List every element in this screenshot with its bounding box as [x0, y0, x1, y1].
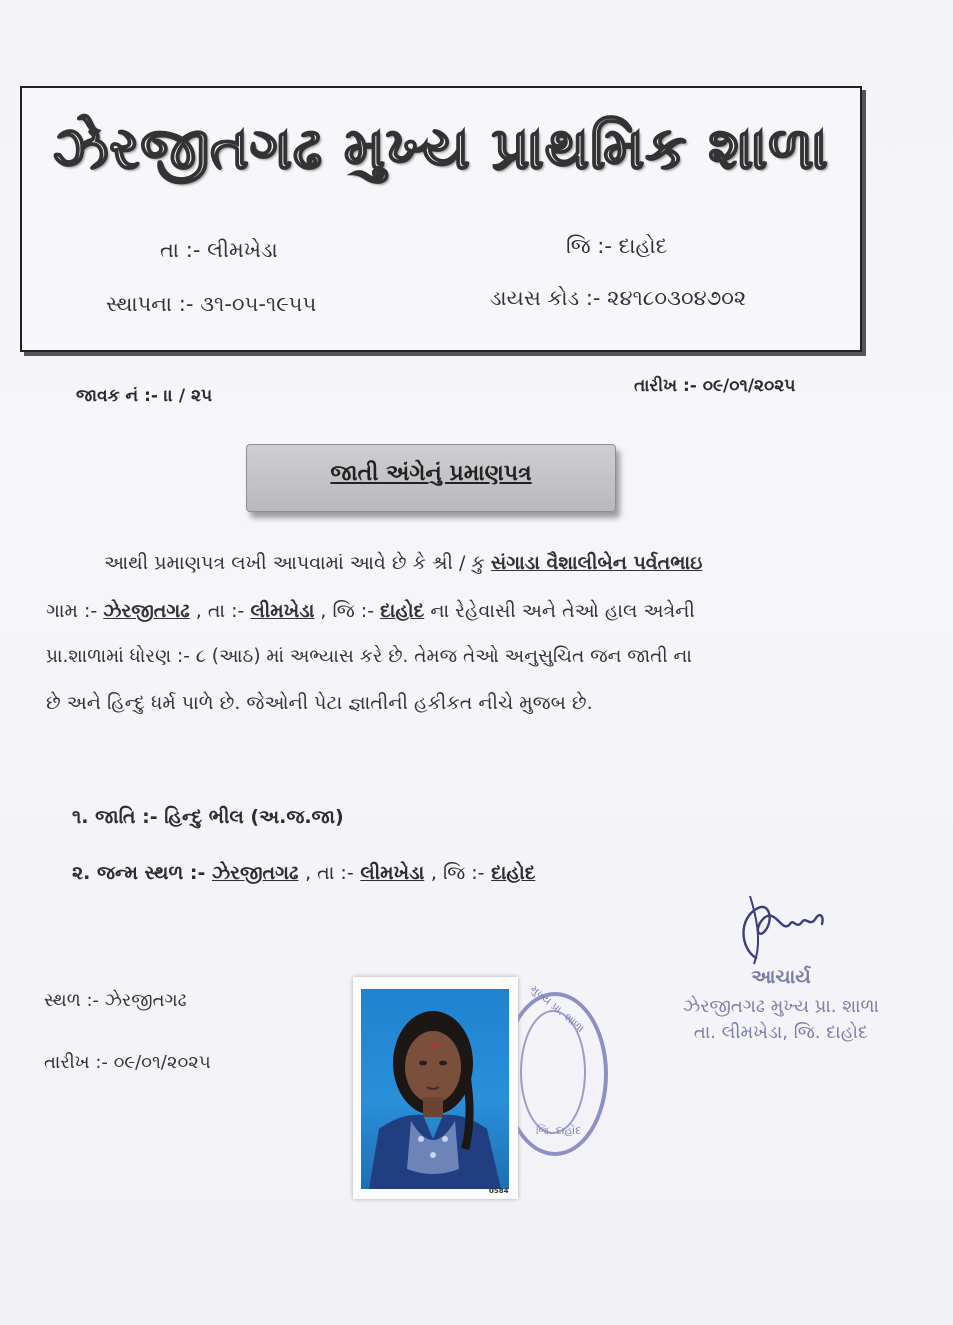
certificate-title-box	[246, 444, 616, 512]
body-line-4: છે અને હિન્દુ ધર્મ પાળે છે. જેઓની પેટા જ્ઞાતીની હકીકત નીચે મુજબ છે.	[46, 692, 593, 714]
body-line-2	[46, 600, 695, 622]
footer-date: તારીખ :- ૦૯/૦૧/૨૦૨૫	[44, 1052, 211, 1073]
header-dise-code: ડાયસ કોડ :- ૨૪૧૮૦૩૦૪૭૦૨	[490, 286, 747, 310]
principal-address: તા. લીમખેડા, જિ. દાહોદ	[693, 1022, 869, 1043]
village-value: ઝેરજીતગઢ	[103, 600, 190, 622]
birthplace-detail	[72, 862, 535, 884]
header-established: સ્થાપના :- ૩૧-૦૫-૧૯૫૫	[106, 292, 317, 316]
seal-top-text: મુખ્ય પ્રા. શાળા	[527, 982, 587, 1035]
body-line-1-prefix: આથી પ્રમાણપત્ર લખી આપવામાં આવે છે કે શ્રી / કુ	[104, 552, 485, 574]
village-label: ગામ :-	[46, 600, 98, 622]
certificate-title: જાતી અંગેનું પ્રમાણપત્ર	[330, 461, 532, 486]
seal-bottom-text: જિ. દાહોદ	[536, 1124, 582, 1137]
school-header	[20, 86, 862, 352]
student-photo-card	[353, 977, 518, 1199]
student-name: સંગાડા વૈશાલીબેન પર્વતભાઇ	[490, 552, 703, 574]
birthplace-label: ૨. જન્મ સ્થળ :-	[72, 862, 206, 884]
taluka-label: , તા :-	[195, 600, 245, 622]
body-line-2-suffix: ના રેહેવાસી અને તેઓ હાલ અત્રેની	[430, 600, 695, 622]
principal-title: આચાર્ય	[751, 966, 811, 988]
body-line-3: પ્રા.શાળામાં ધોરણ :- ૮ (આઠ) માં અભ્યાસ કરે છે. તેમજ તેઓ અનુસુચિત જન જાતી ના	[46, 646, 692, 667]
photo-serial: 0584	[489, 1187, 509, 1195]
taluka-value: લીમખેડા	[250, 600, 315, 622]
birthplace-district: દાહોદ	[491, 862, 536, 884]
header-district: જિ :- દાહોદ	[566, 234, 668, 258]
outward-number: જાવક નં :- ।। / ૨૫	[76, 386, 213, 406]
district-value: દાહોદ	[380, 600, 425, 622]
principal-signature	[730, 888, 830, 968]
student-photo	[361, 989, 509, 1189]
birthplace-taluka-label: , તા :-	[305, 862, 354, 884]
body-line-1	[104, 552, 702, 574]
principal-school: ઝેરજીતગઢ મુખ્ય પ્રા. શાળા	[683, 996, 879, 1017]
birthplace-district-label: , જિ :-	[430, 862, 485, 884]
birthplace-taluka: લીમખેડા	[360, 862, 425, 884]
caste-detail: ૧. જાતિ :- હિન્દુ ભીલ (અ.જ.જા)	[72, 806, 344, 828]
district-label: , જિ :-	[320, 600, 375, 622]
footer-place: સ્થળ :- ઝેરજીતગઢ	[44, 990, 187, 1011]
header-taluka: તા :- લીમખેડા	[160, 238, 278, 262]
school-name: ઝેરજીતગઢ મુખ્ય પ્રાથમિક શાળા	[53, 114, 829, 182]
student-portrait	[361, 989, 509, 1189]
reference-date: તારીખ :- ૦૯/૦૧/૨૦૨૫	[634, 376, 796, 396]
birthplace-village: ઝેરજીતગઢ	[212, 862, 299, 884]
